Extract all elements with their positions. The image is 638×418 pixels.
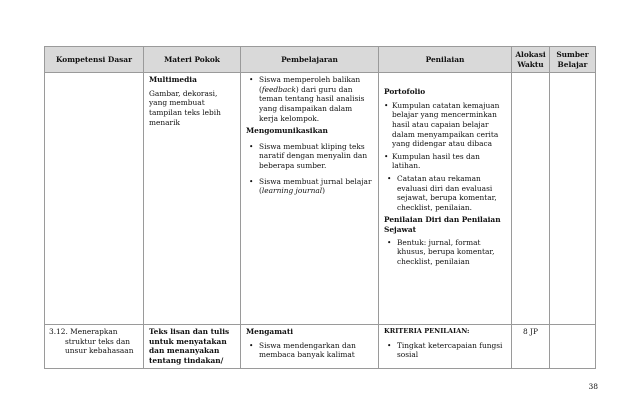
materi-title: Multimedia [149, 75, 197, 85]
bullet-text: Siswa memperoleh balikan ( [259, 75, 361, 94]
cell-pembelajaran [241, 325, 379, 368]
list-item: • Bentuk: jurnal, format khusus, berupa komentar, checklist, penilaian [384, 238, 506, 267]
cell-sumber-empty [550, 73, 596, 325]
list-item: • Siswa mendengarkan dan membaca banyak kalimat [246, 341, 373, 360]
cell-alokasi-empty [512, 73, 550, 325]
penilaian-heading-kriteria: KRITERIA PENILAIAN: [384, 327, 470, 336]
penilaian-heading-diri: Penilaian Diri dan Penilaian Sejawat [384, 215, 501, 234]
cell-penilaian [379, 325, 512, 368]
pembelajaran-heading: Mengomunikasikan [246, 126, 328, 136]
syllabus-table [44, 46, 596, 369]
bullet-emphasis: feedback [261, 84, 296, 94]
cell-materi [144, 73, 241, 325]
header-materi-pokok: Materi Pokok [144, 47, 241, 73]
table-row [45, 73, 596, 325]
cell-kd [45, 325, 144, 368]
cell-sumber-empty [550, 325, 596, 368]
cell-pembelajaran [241, 73, 379, 325]
list-item [246, 177, 373, 196]
page-number: 38 [588, 382, 598, 391]
pembelajaran-heading: Mengamati [246, 327, 294, 337]
cell-penilaian [379, 73, 512, 325]
list-item: • Siswa membuat kliping teks naratif dengan menyalin dan beberapa sumber. [246, 142, 373, 171]
table-row [45, 325, 596, 368]
cell-alokasi: 8 JP [512, 325, 550, 368]
cell-kd-empty [45, 73, 144, 325]
header-sumber-belajar: Sumber Belajar [550, 47, 596, 73]
list-item [246, 75, 373, 123]
table-header-row [45, 47, 596, 73]
list-item: • Kumpulan hasil tes dan latihan. [384, 152, 506, 171]
list-item: • Kumpulan catatan kemajuan belajar yang mencerminkan hasil atau capaian belajar dalam menyampaikan cerita yang didengar atau dibaca [384, 101, 506, 149]
list-item: • Tingkat ketercapaian fungsi sosial [384, 341, 506, 360]
cell-materi [144, 325, 241, 368]
bullet-text: Siswa membuat jurnal belajar ( [259, 176, 372, 196]
bullet-emphasis: learning journal [261, 186, 323, 196]
materi-text: Teks lisan dan tulis untuk menyatakan dan menanyakan tentang tindakan/ [149, 327, 230, 365]
materi-text: Gambar, dekorasi, yang membuat tampilan teks lebih menarik [149, 88, 221, 127]
header-alokasi-waktu: Alokasi Waktu [512, 47, 550, 73]
penilaian-heading-portofolio: Portofolio [384, 87, 426, 97]
header-kompetensi-dasar: Kompetensi Dasar [45, 47, 144, 73]
list-item: • Catatan atau rekaman evaluasi diri dan evaluasi sejawat, berupa komentar, checklist, penilaian. [384, 174, 506, 212]
header-penilaian: Penilaian [379, 47, 512, 73]
header-pembelajaran: Pembelajaran [241, 47, 379, 73]
bullet-text: ) [322, 186, 325, 196]
kd-text: 3.12. Menerapkan struktur teks dan unsur kebahasaan [49, 327, 134, 356]
bullet-text: ) dari guru dan teman tentang hasil analisis yang disampaikan dalam kerja kelompok. [259, 84, 365, 123]
